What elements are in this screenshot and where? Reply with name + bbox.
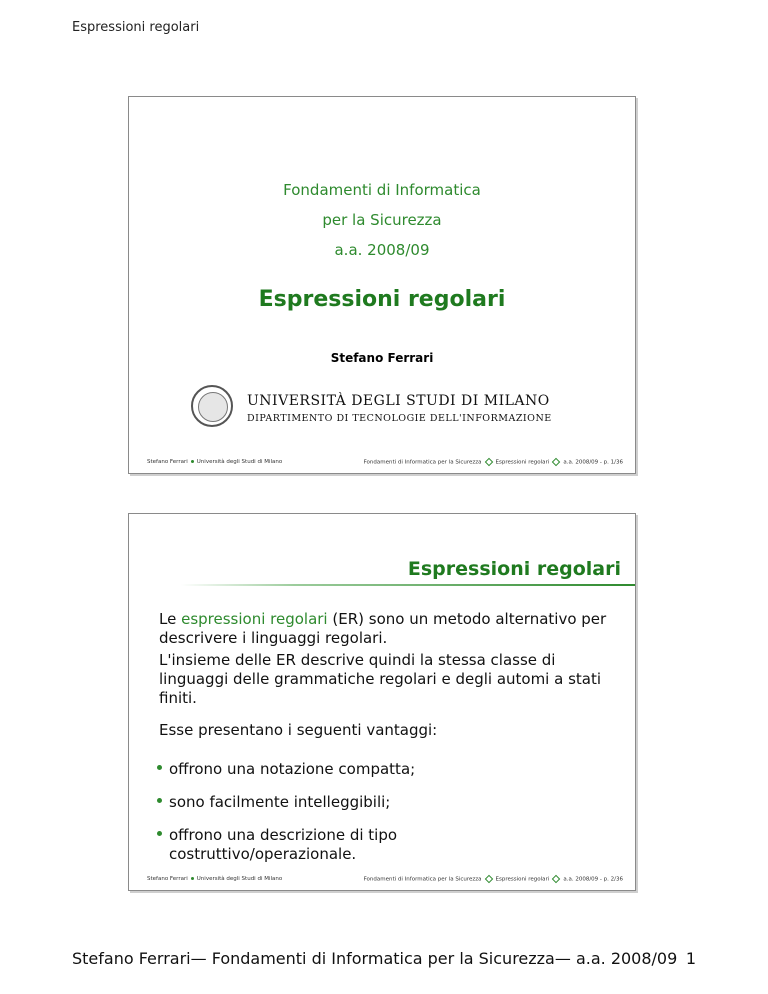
slide-footer-right: Fondamenti di Informatica per la Sicurezza Espressioni regolari a.a. 2008/09 - p. 1/36 [363, 459, 623, 466]
page-footer-text: Stefano Ferrari— Fondamenti di Informatica per la Sicurezza— a.a. 2008/09 [72, 949, 678, 968]
diamond-icon [484, 458, 492, 466]
list-item: sono facilmente intelleggibili; [157, 793, 390, 812]
paragraph-definition: L'insieme delle ER descrive quindi la stessa classe di linguaggi delle grammatiche regolari e degli automi a stati finiti. [159, 651, 602, 707]
page-footer [72, 949, 696, 968]
slide-footer-left: Stefano Ferrari Università degli Studi di Milano [147, 459, 283, 465]
list-item: offrono una notazione compatta; [157, 760, 415, 779]
paragraph-intro: Le espressioni regolari (ER) sono un metodo alternativo per descrivere i linguaggi regolari. [159, 610, 607, 647]
bullet-dot-icon [157, 831, 162, 836]
bullet-dot-icon [191, 460, 194, 463]
highlighted-term: espressioni regolari [181, 610, 328, 628]
diamond-icon [484, 875, 492, 883]
page-number: 1 [685, 949, 696, 968]
bullet-dot-icon [157, 765, 162, 770]
bullet-dot-icon [157, 798, 162, 803]
slide-1 [128, 96, 636, 474]
university-seal-icon [191, 385, 233, 427]
author-name: Stefano Ferrari [330, 351, 434, 365]
slide-footer-left: Stefano Ferrari Università degli Studi di Milano [147, 876, 283, 882]
running-header: Espressioni regolari [72, 20, 200, 35]
title-divider [181, 584, 635, 586]
university-name: UNIVERSITÀ DEGLI STUDI DI MILANO [247, 393, 550, 409]
bullet-dot-icon [191, 877, 194, 880]
slide-footer-right: Fondamenti di Informatica per la Sicurezza Espressioni regolari a.a. 2008/09 - p. 2/36 [363, 876, 623, 883]
slide-title: Espressioni regolari [258, 287, 506, 312]
academic-year: a.a. 2008/09 [334, 241, 430, 259]
paragraph-advantages: Esse presentano i seguenti vantaggi: [159, 721, 438, 739]
list-item: offrono una descrizione di tipo costruttivo/operazionale. [157, 826, 457, 864]
course-title: Fondamenti di Informatica [283, 181, 481, 199]
course-subtitle: per la Sicurezza [322, 211, 442, 229]
department-name: DIPARTIMENTO DI TECNOLOGIE DELL'INFORMAZIONE [247, 413, 552, 424]
diamond-icon [552, 458, 560, 466]
diamond-icon [552, 875, 560, 883]
slide-2 [128, 513, 636, 891]
slide-title: Espressioni regolari [407, 558, 621, 580]
